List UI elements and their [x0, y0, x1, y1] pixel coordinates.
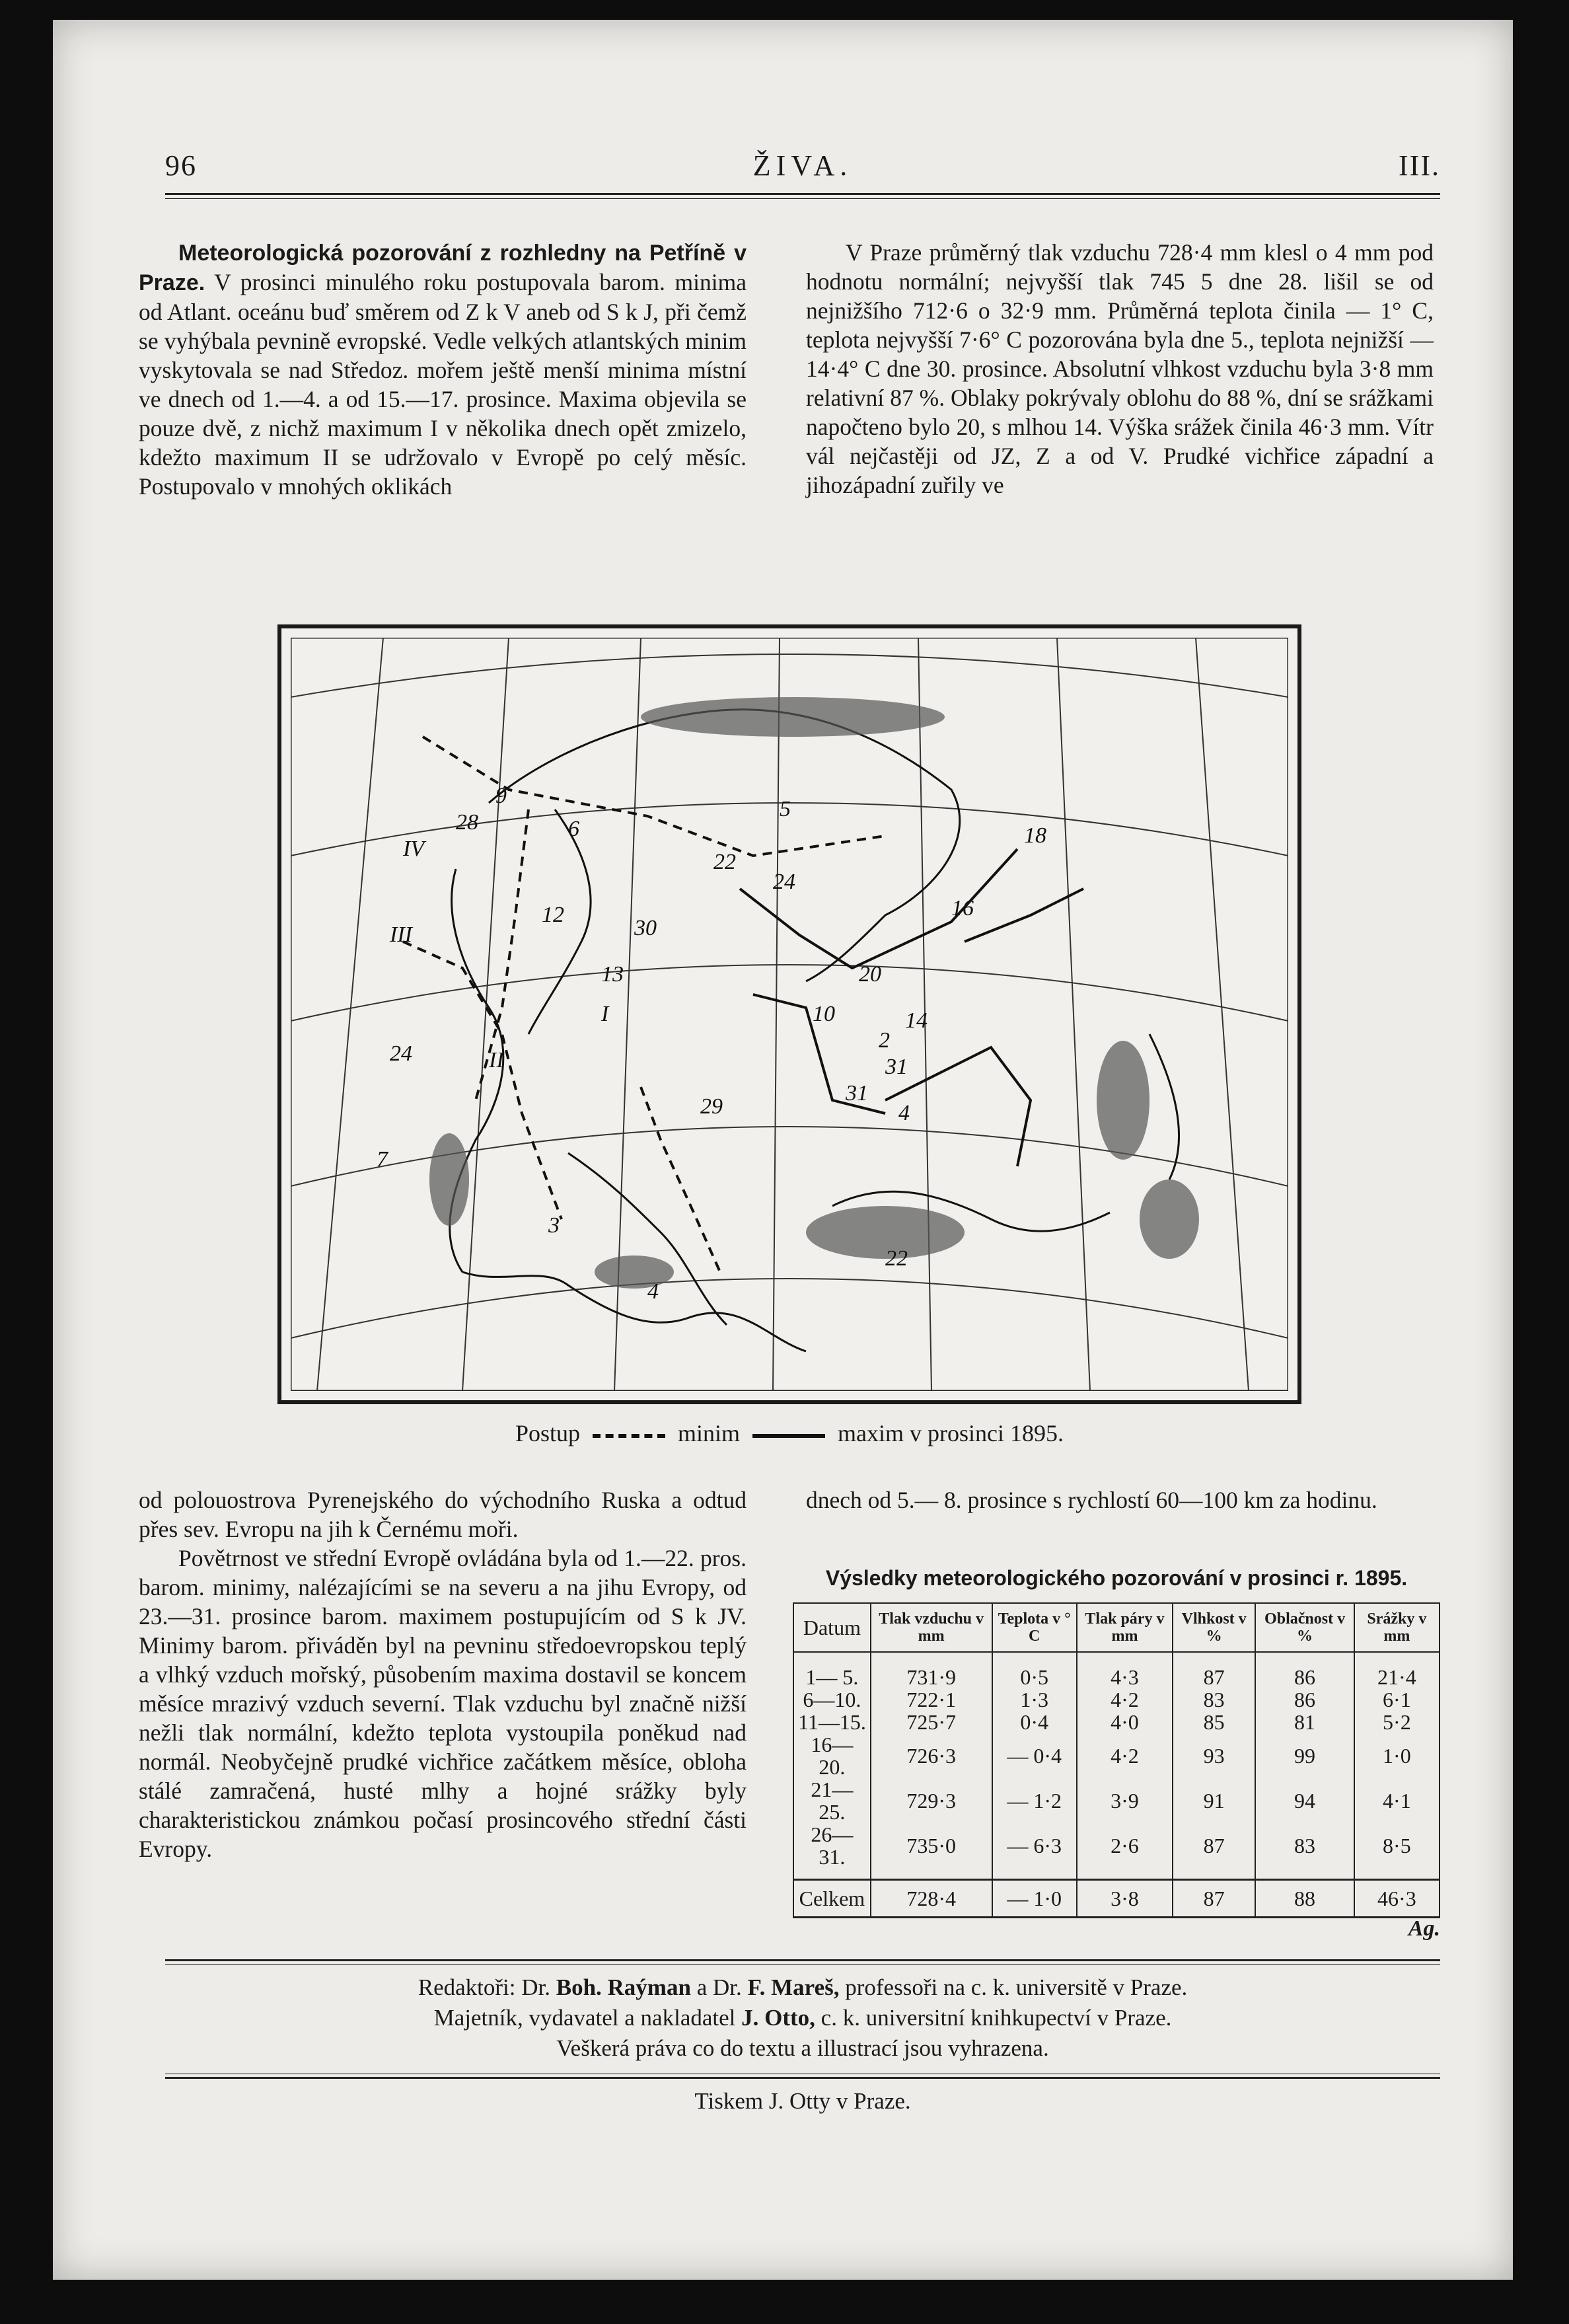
article-left-top — [139, 238, 747, 501]
table-cell: 87 — [1173, 1652, 1255, 1688]
map-label: 22 — [713, 850, 736, 874]
table-cell: 11—15. — [793, 1711, 871, 1733]
maximum-track — [965, 889, 1083, 942]
footer-rule — [165, 1959, 1440, 1961]
table-cell: 0·4 — [992, 1711, 1077, 1733]
parallel — [291, 654, 1288, 697]
table-cell: 6·1 — [1354, 1688, 1440, 1711]
caspian-coast — [1149, 1034, 1179, 1180]
pressure-tracks — [403, 737, 1083, 1272]
table-row — [793, 1778, 1440, 1823]
running-header — [165, 149, 1440, 195]
header-rule-thin — [165, 198, 1440, 199]
table-cell: 1·3 — [992, 1688, 1077, 1711]
article-right-top — [806, 238, 1434, 500]
map-label: 5 — [780, 797, 791, 821]
footer-rule-thin — [165, 1964, 1440, 1965]
map-label: 24 — [390, 1041, 412, 1066]
map-label: 14 — [905, 1008, 928, 1033]
shaded-areas — [429, 697, 1199, 1289]
column-header: Tlak páry v mm — [1077, 1603, 1173, 1652]
table-row — [793, 1823, 1440, 1880]
shade — [1140, 1180, 1199, 1259]
map-label: 10 — [813, 1002, 835, 1026]
article-left-bottom — [139, 1485, 747, 1863]
minimum-track — [423, 737, 885, 856]
map-label: III — [390, 922, 412, 947]
map-label: 20 — [859, 962, 881, 987]
map-label: 6 — [568, 817, 579, 841]
footer-text: Redaktoři: Dr. — [418, 1974, 550, 2000]
europe-map — [291, 638, 1288, 1391]
meridian — [1057, 638, 1090, 1391]
article-text: V prosinci minulého roku postupovala barom. minima od Atlant. oceánu buď směrem od Z k V aneb od S k J, při čemž se vyhýbala pevnině evropské. Vedle velkých atlantských minim vyskytovala se nad Středoz. mořem ještě menší minima místní ve dnech od 1.—4. a od 15.—17. prosince. Maxima objevila se pouze dvě, z nichž maximum I v několika dnech opět zmizelo, kdežto maximum II se udržovalo v Evropě po celý měsíc. Postupovalo v mnohých oklikách — [139, 269, 747, 500]
map-label: 16 — [951, 896, 974, 920]
shade — [641, 697, 945, 737]
article-text: Povětrnost ve střední Evropě ovládána byla od 1.—22. pros. barom. minimy, nalézajícími se na severu a na jihu Evropy, od 23.—31. prosince barom. maximem postupujícím od S k JV. Minimy barom. přiváděn byl na pevninu středoevropskou teplý a vlhký vzduch mořský, působením maxima dostavil se koncem měsíce mrazivý vzduch severní. Tlak vzduchu byl značně nižší nežli tlak normální, kdežto teplota vystoupila poněkud nad normál. Neobyčejně prudké vichřice začátkem měsíce, obloha stálé zamračená, husté mlhy a hojné srážky byly charakteristickou známkou počasí prosincového střední části Evropy. — [139, 1545, 747, 1862]
table-cell: 8·5 — [1354, 1823, 1440, 1880]
table-cell: 21—25. — [793, 1778, 871, 1823]
meridian — [773, 638, 780, 1391]
table-row — [793, 1711, 1440, 1733]
table-cell: 21·4 — [1354, 1652, 1440, 1688]
table-cell: 1— 5. — [793, 1652, 871, 1688]
table-body — [793, 1652, 1440, 1918]
map-label: 7 — [377, 1147, 388, 1172]
shade — [595, 1256, 674, 1289]
table-cell: — 6·3 — [992, 1823, 1077, 1880]
table-cell: 83 — [1173, 1688, 1255, 1711]
table-cell: — 1·0 — [992, 1880, 1077, 1918]
shade — [429, 1133, 469, 1226]
table-cell: 1·0 — [1354, 1733, 1440, 1778]
table-cell: 728·4 — [871, 1880, 992, 1918]
table-cell: 2·6 — [1077, 1823, 1173, 1880]
table-cell: Celkem — [793, 1880, 871, 1918]
footer-owner — [165, 2005, 1440, 2031]
table-cell: 91 — [1173, 1778, 1255, 1823]
column-header: Datum — [793, 1603, 871, 1652]
map-caption — [277, 1419, 1301, 1447]
article-title: Meteorologická pozorování z rozhledny na Petříně v Praze. — [139, 241, 747, 295]
page-number: 96 — [165, 149, 197, 182]
editor-name: F. Mareš, — [747, 1974, 840, 2000]
table-cell: 87 — [1173, 1823, 1255, 1880]
map-label: II — [489, 1048, 504, 1072]
results-table — [793, 1602, 1440, 1918]
table-cell: 83 — [1255, 1823, 1354, 1880]
printer-line: Tiskem J. Otty v Praze. — [694, 2088, 911, 2114]
table-cell: 722·1 — [871, 1688, 992, 1711]
map-label: IV — [403, 837, 425, 861]
table-cell: 6—10. — [793, 1688, 871, 1711]
journal-page — [53, 20, 1513, 2280]
owner-name: J. Otto, — [741, 2005, 815, 2031]
meridian — [1196, 638, 1249, 1391]
volume-number: III. — [1399, 149, 1440, 182]
map-label: 31 — [885, 1055, 908, 1079]
article-text: od polouostrova Pyrenejského do východního Ruska a odtud přes sev. Evropu na jih k Černému moři. — [139, 1487, 747, 1542]
map-label: 18 — [1024, 823, 1046, 848]
map-label: 2 — [879, 1028, 890, 1053]
map-label: 28 — [456, 810, 478, 835]
article-text: V Praze průměrný tlak vzduchu 728·4 mm klesl o 4 mm pod hodnotu normální; nejvyšší tlak 745 5 dne 28. lišil se od nejnižšího 712·6 o 32·9 mm. Průměrná teplota činila — 1° C, teplota nejvyšší 7·6° C pozorována byla dne 5., teplota nejnižší — 14·4° C dne 30. prosince. Absolutní vlhkost vzduchu byla 3·8 mm relativní 87 %. Oblaky pokrývaly oblohu do 88 %, dní se srážkami napočteno bylo 20, s mlhou 14. Výška srážek činila 46·3 mm. Vítr vál nejčastěji od JZ, Z a od V. Prudké vichřice západní a jihozápadní zuřily ve — [806, 239, 1434, 498]
map-label: 3 — [548, 1213, 560, 1238]
map-label: 12 — [542, 903, 564, 927]
footer-rule — [165, 2077, 1440, 2079]
map-label: I — [601, 1002, 609, 1026]
meridian — [317, 638, 383, 1391]
table-cell: 46·3 — [1354, 1880, 1440, 1918]
table-cell: 725·7 — [871, 1711, 992, 1733]
table-title: Výsledky meteorologického pozorování v prosinci r. 1895. — [825, 1566, 1408, 1590]
caption-maxim: maxim v prosinci 1895. — [838, 1420, 1064, 1446]
footer-text: a Dr. — [696, 1974, 742, 2000]
table-cell: 88 — [1255, 1880, 1354, 1918]
article-text: dnech od 5.— 8. prosince s rychlostí 60—100 km za hodinu. — [806, 1487, 1377, 1513]
table-cell: — 1·2 — [992, 1778, 1077, 1823]
table-cell: 4·2 — [1077, 1733, 1173, 1778]
footer-text: Majetník, vydavatel a nakladatel — [433, 2005, 736, 2031]
header-rule — [165, 193, 1440, 195]
table-cell: 99 — [1255, 1733, 1354, 1778]
caption-postup: Postup — [515, 1420, 581, 1446]
table-cell: 729·3 — [871, 1778, 992, 1823]
table-cell: 5·2 — [1354, 1711, 1440, 1733]
author-signature: Ag. — [1408, 1916, 1440, 1941]
column-header: Srážky v mm — [1354, 1603, 1440, 1652]
shade — [1097, 1041, 1149, 1160]
footer-text: c. k. universitní knihkupectví v Praze. — [821, 2005, 1172, 2031]
table-cell: 3·8 — [1077, 1880, 1173, 1918]
article-right-bottom — [806, 1485, 1434, 1515]
table-cell: 26—31. — [793, 1823, 871, 1880]
footer-editors — [165, 1974, 1440, 2001]
legend-solid-line — [752, 1434, 825, 1438]
journal-title: ŽIVA. — [752, 149, 853, 182]
table-cell: 85 — [1173, 1711, 1255, 1733]
map-label: 30 — [634, 916, 657, 940]
map-label: 29 — [700, 1094, 723, 1119]
caption-minim: minim — [678, 1420, 741, 1446]
map-label: 22 — [885, 1246, 908, 1271]
table-row — [793, 1733, 1440, 1778]
table-cell: 86 — [1255, 1652, 1354, 1688]
editor-name: Boh. Raýman — [556, 1974, 691, 2000]
map-label: 24 — [773, 870, 795, 894]
table-cell: 0·5 — [992, 1652, 1077, 1688]
table-total-row — [793, 1880, 1440, 1918]
table-cell: 86 — [1255, 1688, 1354, 1711]
table-cell: 81 — [1255, 1711, 1354, 1733]
footer-rights: Veškerá práva co do textu a illustrací jsou vyhrazena. — [556, 2035, 1049, 2061]
map-label: 9 — [495, 784, 507, 808]
parallel — [291, 1279, 1288, 1338]
map-label: 4 — [647, 1279, 659, 1304]
map-label: 13 — [601, 962, 624, 987]
column-header: Vlhkost v % — [1173, 1603, 1255, 1652]
table-header-row — [793, 1603, 1440, 1652]
legend-dashed-line — [593, 1434, 665, 1438]
graticule — [291, 638, 1288, 1391]
footer-text: professoři na c. k. universitě v Praze. — [845, 1974, 1188, 2000]
table-cell: 726·3 — [871, 1733, 992, 1778]
table-row — [793, 1652, 1440, 1688]
weather-map — [277, 624, 1301, 1404]
table-cell: 4·1 — [1354, 1778, 1440, 1823]
table-cell: 87 — [1173, 1880, 1255, 1918]
table-cell: 93 — [1173, 1733, 1255, 1778]
table-cell: 4·0 — [1077, 1711, 1173, 1733]
column-header: Teplota v ° C — [992, 1603, 1077, 1652]
map-label: 4 — [898, 1101, 910, 1125]
table-cell: 731·9 — [871, 1652, 992, 1688]
table-cell: 16—20. — [793, 1733, 871, 1778]
table-cell: 4·3 — [1077, 1652, 1173, 1688]
coastlines — [450, 710, 1179, 1351]
table-row — [793, 1688, 1440, 1711]
column-header: Oblačnost v % — [1255, 1603, 1354, 1652]
table-cell: 3·9 — [1077, 1778, 1173, 1823]
map-label: 31 — [846, 1081, 868, 1106]
maximum-track — [740, 849, 1017, 968]
table-cell: 735·0 — [871, 1823, 992, 1880]
meridian — [462, 638, 509, 1391]
parallel — [291, 965, 1288, 1021]
table-cell: 4·2 — [1077, 1688, 1173, 1711]
table-cell: — 0·4 — [992, 1733, 1077, 1778]
table-cell: 94 — [1255, 1778, 1354, 1823]
column-header: Tlak vzduchu v mm — [871, 1603, 992, 1652]
